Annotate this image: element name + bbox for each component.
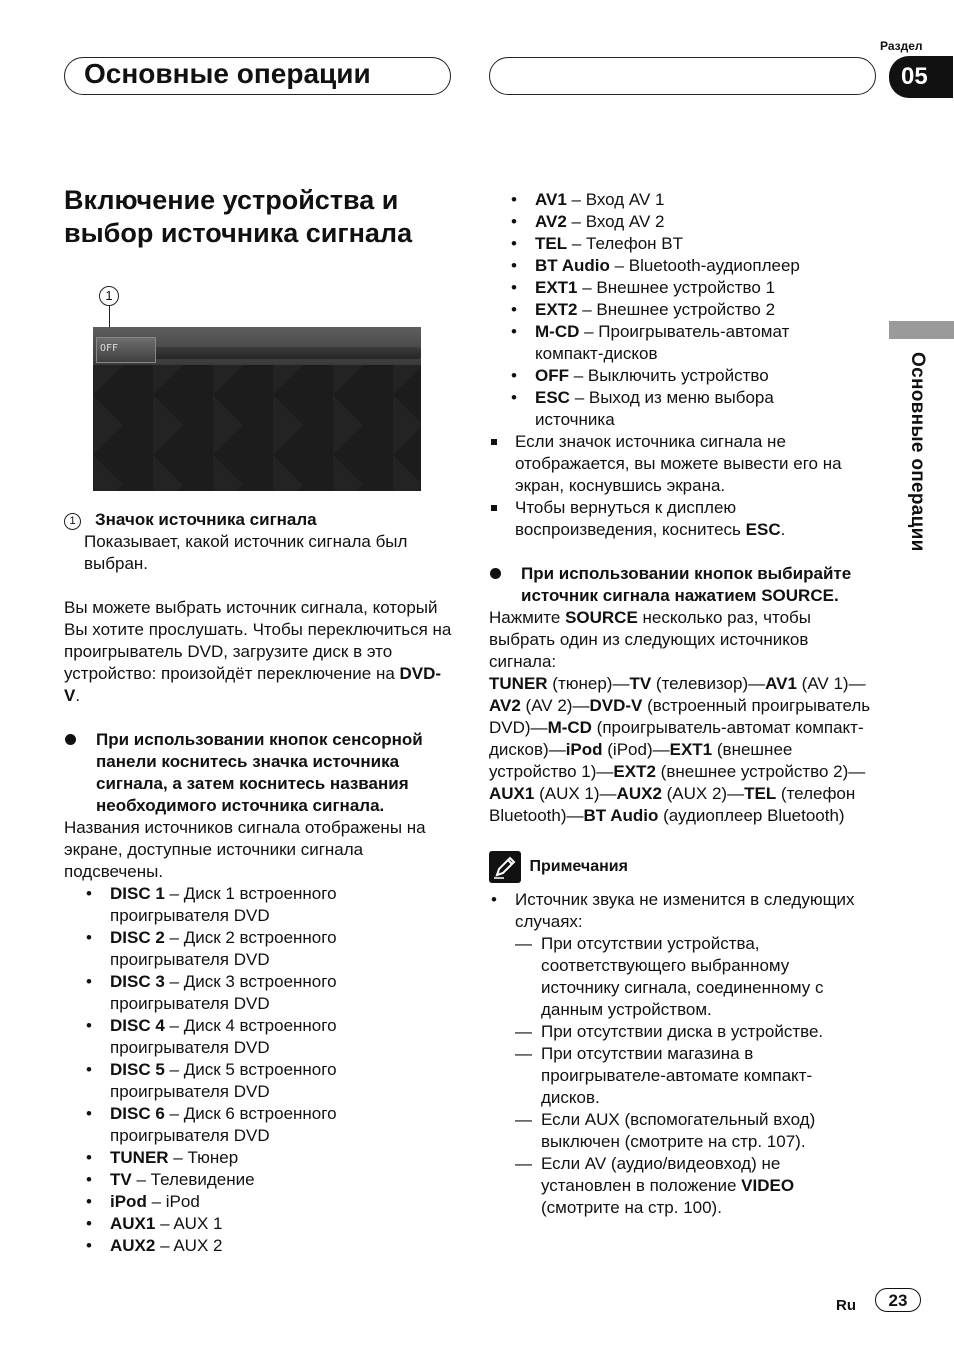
figure-caption [64,509,454,531]
list-item: • TEL – Телефон BT [509,233,849,255]
intro-dvd-v: DVD-V [64,664,442,705]
list-item: • ESC – Выход из меню выбора источника [509,387,849,431]
list-item: • M-CD – Проигрыватель-автомат компакт-дисков [509,321,835,365]
source-sequence: TUNER (тюнер)—TV (телевизор)—AV1 (AV 1)—AV2 (AV 2)—DVD-V (встроенный проигрыватель DVD)—M-CD (проигрыватель-автомат компакт-дисков)—iPod (iPod)—EXT1 (внешнее устройство 1)—EXT2 (внешнее устройство 2)—AUX1 (AUX 1)—AUX2 (AUX 2)—TEL (телефон Bluetooth)—BT Audio (аудиоплеер Bluetooth) [489,674,871,825]
caption-number: 1 [64,513,81,530]
note-return-display: Чтобы вернуться к дисплею воспроизведения, коснитесь ESC. [489,497,877,541]
list-item: — Если AV (аудио/видеовход) не установлен в положение VIDEO (смотрите на стр. 100). [515,1153,847,1219]
intro-text: Вы можете выбрать источник сигнала, который Вы хотите прослушать. Чтобы переключиться на проигрыватель DVD, загрузите диск в это устройство: произойдёт переключение на [64,598,452,683]
right-column [489,189,877,1219]
intro-end: . [75,686,81,705]
list-item: — При отсутствии устройства, соответствующего выбранному источнику сигнала, соединенному с данным устройством. [515,933,847,1021]
touch-panel-heading: При использовании кнопок сенсорной панели коснитесь значка источника сигнала, а затем коснитесь названия необходимого источника сигнала. [64,729,454,817]
list-item: • EXT1 – Внешнее устройство 1 [509,277,849,299]
left-column [64,509,454,1257]
list-item: • DISC 2 – Диск 2 встроенного проигрывателя DVD [84,927,414,971]
right-source-list [509,189,849,431]
page-header-title: Основные операции [84,58,371,89]
list-item: • Источник звука не изменится в следующих случаях: — При отсутствии устройства, соответствующего выбранному источнику сигнала, соединенному с данным устройством. — При отсутствии диска в устройстве. — При отсутствии магазина в проигрывателе-автомате компакт-дисков. — Если AUX (вспомогательный вход) выключен (смотрите на стр. 107). — Если AV (аудио/видеовход) не установлен в положение VIDEO (смотрите на стр. 100). [489,889,877,1219]
section-label: Раздел [880,39,923,53]
list-item: • AV2 – Вход AV 2 [509,211,849,233]
intro-paragraph [64,597,454,707]
caption-text: Показывает, какой источник сигнала был выбран. [84,532,408,573]
list-item: • DISC 6 – Диск 6 встроенного проигрывателя DVD [84,1103,414,1147]
list-item: • AUX1 – AUX 1 [84,1213,414,1235]
screen-source-bar [153,347,421,359]
list-item: • DISC 5 – Диск 5 встроенного проигрывателя DVD [84,1059,414,1103]
notes-header [489,851,877,883]
list-item: • DISC 3 – Диск 3 встроенного проигрывателя DVD [84,971,414,1015]
list-item: • TUNER – Тюнер [84,1147,414,1169]
list-item: • OFF – Выключить устройство [509,365,849,387]
sidebar-tab-marker [889,321,954,339]
list-item: — Если AUX (вспомогательный вход) выключен (смотрите на стр. 107). [515,1109,847,1153]
list-item: • DISC 4 – Диск 4 встроенного проигрывателя DVD [84,1015,414,1059]
pencil-note-icon [489,851,521,883]
page-number: 23 [875,1288,921,1312]
list-item: • AV1 – Вход AV 1 [509,189,849,211]
source-button-heading: При использовании кнопок выбирайте источник сигнала нажатием SOURCE. [489,563,877,607]
source-button-text: Нажмите SOURCE несколько раз, чтобы выбрать один из следующих источников сигнала: [489,608,811,671]
list-item: — При отсутствии магазина в проигрывателе-автомате компакт-дисков. [515,1043,847,1109]
screen-background [93,365,421,491]
list-item: • BT Audio – Bluetooth-аудиоплеер [509,255,849,277]
figure-callout-number: 1 [99,286,119,306]
list-item: — При отсутствии диска в устройстве. [515,1021,847,1043]
header-empty-frame [489,57,876,95]
caption-title: Значок источника сигнала [95,510,317,529]
notes-list [489,889,877,1219]
source-off-icon: OFF [96,337,156,363]
list-item: • DISC 1 – Диск 1 встроенного проигрывателя DVD [84,883,414,927]
section-heading: Включение устройства и выбор источника сигнала [64,185,413,248]
section-number: 05 [889,56,953,98]
screen-illustration [93,327,421,491]
list-item: • TV – Телевидение [84,1169,414,1191]
list-item: • AUX2 – AUX 2 [84,1235,414,1257]
note-icon-hidden: Если значок источника сигнала не отображается, вы можете вывести его на экран, коснувшись экрана. [489,431,877,497]
notes-sublist [515,933,847,1219]
left-source-list [84,883,414,1257]
sidebar-section-label: Основные операции [907,352,928,552]
list-item: • EXT2 – Внешнее устройство 2 [509,299,849,321]
touch-panel-text: Названия источников сигнала отображены на экране, доступные источники сигнала подсвечены. [64,818,426,881]
notes-title: Примечания [529,858,628,876]
list-item: • iPod – iPod [84,1191,414,1213]
language-label: Ru [836,1297,856,1314]
